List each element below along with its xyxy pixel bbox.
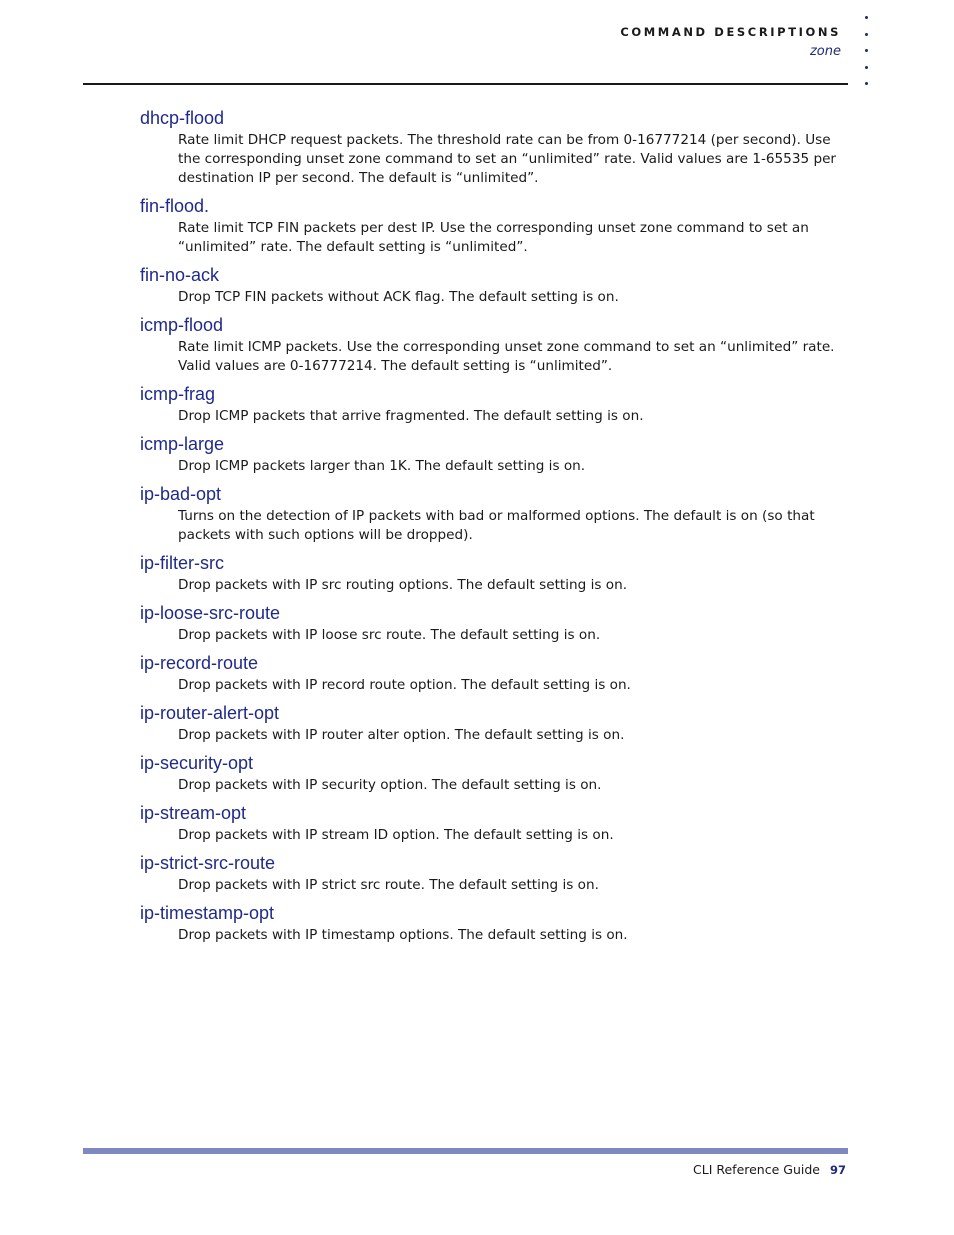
entry-ip-record-route bbox=[140, 651, 850, 695]
entry-icmp-frag bbox=[140, 382, 850, 426]
entry-list bbox=[140, 106, 850, 951]
entry-description: Drop packets with IP record route option. The default setting is on. bbox=[178, 677, 631, 693]
entry-description: Drop packets with IP strict src route. The default setting is on. bbox=[178, 877, 599, 893]
entry-description: Drop packets with IP src routing options. The default setting is on. bbox=[178, 577, 628, 593]
entry-term: ip-filter-src bbox=[140, 553, 224, 573]
entry-dhcp-flood bbox=[140, 106, 850, 188]
entry-term: ip-strict-src-route bbox=[140, 853, 276, 873]
entry-description: Drop packets with IP loose src route. The default setting is on. bbox=[178, 627, 601, 643]
page-header bbox=[0, 0, 954, 90]
entry-ip-router-alert-opt bbox=[140, 701, 850, 745]
entry-description: Drop packets with IP security option. The default setting is on. bbox=[178, 777, 602, 793]
entry-term: ip-loose-src-route bbox=[140, 603, 281, 623]
guide-title: CLI Reference Guide bbox=[693, 1162, 820, 1177]
entry-ip-filter-src bbox=[140, 551, 850, 595]
footer-rule bbox=[83, 1148, 848, 1154]
entry-ip-bad-opt bbox=[140, 482, 850, 545]
section-title: COMMAND DESCRIPTIONS bbox=[620, 25, 841, 39]
entry-description: Drop TCP FIN packets without ACK flag. The default setting is on. bbox=[178, 289, 619, 305]
entry-term: ip-security-opt bbox=[140, 753, 254, 773]
entry-term: ip-router-alert-opt bbox=[140, 703, 280, 723]
page-number: 97 bbox=[829, 1163, 846, 1177]
entry-description: Drop packets with IP router alter option. The default setting is on. bbox=[178, 727, 625, 743]
header-rule bbox=[83, 83, 848, 85]
entry-icmp-flood bbox=[140, 313, 850, 376]
entry-fin-flood bbox=[140, 194, 850, 257]
entry-term: ip-stream-opt bbox=[140, 803, 247, 823]
entry-term: dhcp-flood bbox=[140, 108, 225, 128]
entry-term: icmp-flood bbox=[140, 315, 224, 335]
entry-description: Rate limit ICMP packets. Use the corresponding unset zone command to set an “unlimited” rate. Valid values are 0-16777214. The default setting is “unlimited”. bbox=[178, 339, 835, 374]
entry-ip-security-opt bbox=[140, 751, 850, 795]
entry-term: ip-record-route bbox=[140, 653, 259, 673]
entry-term: icmp-frag bbox=[140, 384, 216, 404]
entry-description: Drop ICMP packets larger than 1K. The default setting is on. bbox=[178, 458, 586, 474]
entry-term: icmp-large bbox=[140, 434, 225, 454]
entry-term: fin-no-ack bbox=[140, 265, 220, 285]
page-footer bbox=[693, 1162, 846, 1177]
entry-description: Drop ICMP packets that arrive fragmented. The default setting is on. bbox=[178, 408, 644, 424]
entry-icmp-large bbox=[140, 432, 850, 476]
subsection-title: zone bbox=[809, 44, 841, 59]
entry-description: Drop packets with IP stream ID option. The default setting is on. bbox=[178, 827, 614, 843]
entry-term: ip-bad-opt bbox=[140, 484, 222, 504]
entry-description: Rate limit DHCP request packets. The threshold rate can be from 0-16777214 (per second). Use the corresponding unset zone command to set an “unlimited” rate. Valid values are 1-65535 per destination IP per second. The default is “unlimited”. bbox=[178, 132, 837, 186]
entry-term: fin-flood. bbox=[140, 196, 210, 216]
entry-ip-strict-src-route bbox=[140, 851, 850, 895]
entry-ip-timestamp-opt bbox=[140, 901, 850, 945]
entry-description: Turns on the detection of IP packets with bad or malformed options. The default is on (so that packets with such options will be dropped). bbox=[178, 508, 815, 543]
entry-ip-loose-src-route bbox=[140, 601, 850, 645]
decorative-dots bbox=[864, 16, 870, 88]
entry-ip-stream-opt bbox=[140, 801, 850, 845]
entry-fin-no-ack bbox=[140, 263, 850, 307]
entry-description: Drop packets with IP timestamp options. The default setting is on. bbox=[178, 927, 628, 943]
entry-description: Rate limit TCP FIN packets per dest IP. Use the corresponding unset zone command to set an “unlimited” rate. The default setting is “unlimited”. bbox=[178, 220, 809, 255]
entry-term: ip-timestamp-opt bbox=[140, 903, 275, 923]
